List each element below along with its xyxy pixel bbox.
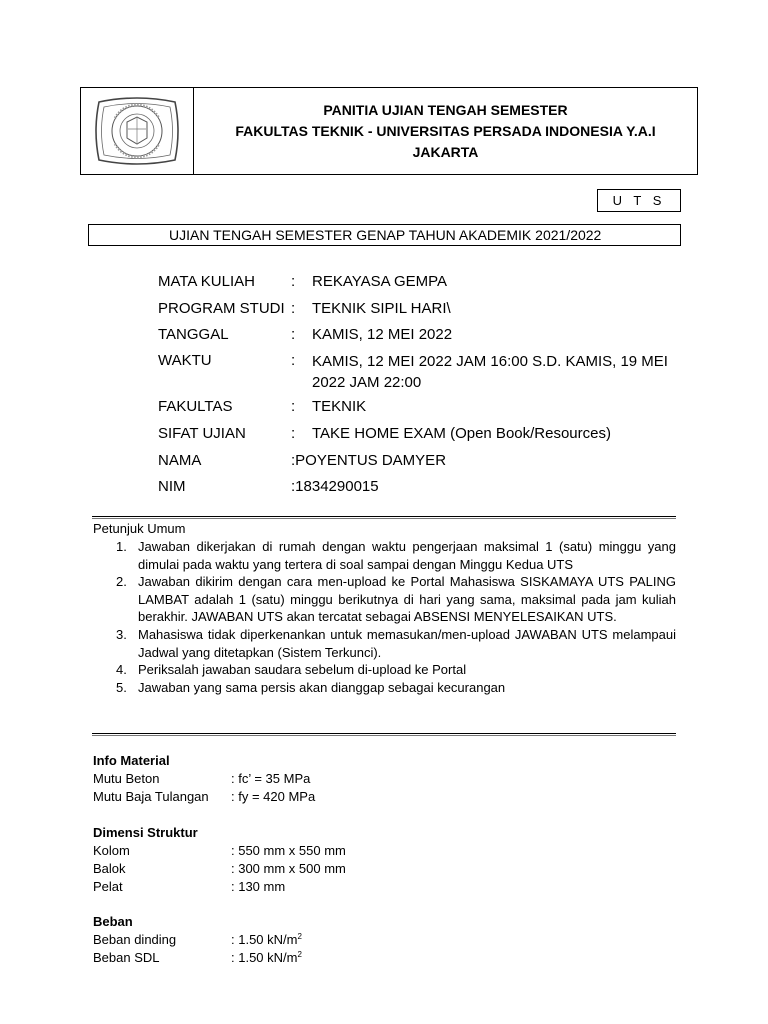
spec-value: : fc’ = 35 MPa — [231, 771, 311, 786]
info-colon: : — [291, 352, 296, 369]
structure-title: Dimensi Struktur — [93, 825, 198, 840]
spec-label: Beban SDL — [93, 950, 160, 965]
structure-section — [93, 824, 346, 896]
info-colon: : — [291, 326, 296, 343]
info-label: MATA KULIAH — [158, 273, 255, 290]
material-section — [93, 752, 316, 806]
list-text: Jawaban dikerjakan di rumah dengan waktu pengerjaan maksimal 1 (satu) minggu yang dimulai pada waktu yang tertera di soal sampai dengan Minggu Kedua UTS — [138, 539, 676, 572]
info-label: TANGGAL — [158, 326, 229, 343]
unit-exponent: 2 — [297, 932, 302, 941]
info-label: SIFAT UJIAN — [158, 425, 246, 442]
logo-cell — [81, 88, 194, 174]
info-value: KAMIS, 12 MEI 2022 — [312, 326, 453, 343]
list-text: Periksalah jawaban saudara sebelum di-upload ke Portal — [138, 662, 467, 678]
header-committee: PANITIA UJIAN TENGAH SEMESTER — [323, 102, 568, 118]
info-label: NIM — [158, 478, 186, 495]
list-text: Jawaban yang sama persis akan dianggap sebagai kecurangan — [138, 679, 506, 695]
spec-value-text: : 1.50 kN/m — [231, 932, 298, 947]
header-box — [80, 87, 698, 175]
list-item — [116, 573, 676, 626]
info-value: KAMIS, 12 MEI 2022 JAM 16:00 S.D. KAMIS, 19 MEI 2022 JAM 22:00 — [312, 353, 668, 391]
instructions-title: Petunjuk Umum — [93, 521, 186, 536]
info-colon: : — [291, 273, 296, 290]
structure-row — [93, 878, 286, 896]
divider-top — [92, 516, 676, 519]
spec-value: : fy = 420 MPa — [231, 789, 316, 804]
info-value: TAKE HOME EXAM (Open Book/Resources) — [312, 425, 611, 442]
info-colon: : — [291, 425, 296, 442]
info-label: NAMA — [158, 452, 202, 469]
spec-label: Beban dinding — [93, 932, 177, 947]
exam-code-box: U T S — [597, 189, 681, 212]
header-city: JAKARTA — [412, 144, 479, 160]
spec-label: Pelat — [93, 879, 123, 894]
list-text: Jawaban dikirim dengan cara men-upload ke Portal Mahasiswa SISKAMAYA UTS PALING LAMBAT adalah 1 (satu) minggu berikutnya di hari yang sama, maksimal pada jam kuliah berakhir. JAWABAN UTS akan tercatat sebagai ABSENSI MENYELESAIKAN UTS. — [138, 574, 676, 625]
load-row — [93, 931, 302, 949]
spec-value — [231, 949, 302, 967]
list-text: Mahasiswa tidak diperkenankan untuk memasukan/men-upload JAWABAN UTS melampaui Jadwal yang ditetapkan (Sistem Terkunci). — [138, 626, 676, 660]
list-item — [116, 661, 676, 679]
material-row — [93, 770, 311, 788]
info-colon: : — [291, 300, 296, 317]
info-value: :1834290015 — [291, 478, 379, 495]
info-label: FAKULTAS — [158, 398, 233, 415]
load-section — [93, 913, 302, 967]
unit-exponent: 2 — [297, 950, 302, 959]
list-number: 3. — [116, 626, 127, 642]
instructions-list — [116, 538, 676, 696]
spec-value — [231, 931, 302, 949]
info-colon: : — [291, 398, 296, 415]
list-number: 2. — [116, 574, 127, 590]
material-title: Info Material — [93, 753, 170, 768]
list-number: 4. — [116, 662, 127, 678]
info-value: TEKNIK — [312, 398, 367, 415]
university-seal-icon — [91, 96, 183, 166]
list-item — [116, 626, 676, 661]
spec-label: Kolom — [93, 843, 130, 858]
divider-bottom — [92, 733, 676, 736]
spec-label: Mutu Beton — [93, 771, 160, 786]
list-item — [116, 538, 676, 573]
info-value: TEKNIK SIPIL HARI\ — [312, 300, 451, 317]
spec-value-text: : 1.50 kN/m — [231, 950, 298, 965]
load-row — [93, 949, 302, 967]
spec-label: Mutu Baja Tulangan — [93, 789, 209, 804]
list-number: 1. — [116, 539, 127, 554]
structure-row — [93, 860, 346, 878]
load-title: Beban — [93, 914, 133, 929]
info-value: REKAYASA GEMPA — [312, 273, 448, 290]
info-label: WAKTU — [158, 352, 212, 369]
header-faculty: FAKULTAS TEKNIK - UNIVERSITAS PERSADA INDONESIA Y.A.I — [235, 123, 656, 139]
spec-value: : 550 mm x 550 mm — [231, 843, 346, 858]
list-number: 5. — [116, 679, 127, 695]
info-label: PROGRAM STUDI — [158, 300, 285, 317]
spec-value: : 300 mm x 500 mm — [231, 861, 346, 876]
header-text — [194, 100, 697, 163]
exam-title: UJIAN TENGAH SEMESTER GENAP TAHUN AKADEMIK 2021/2022 — [88, 224, 681, 246]
spec-label: Balok — [93, 861, 126, 876]
material-row — [93, 788, 316, 806]
spec-value: : 130 mm — [231, 879, 286, 894]
list-item — [116, 679, 676, 697]
info-value: :POYENTUS DAMYER — [291, 452, 447, 469]
structure-row — [93, 842, 346, 860]
